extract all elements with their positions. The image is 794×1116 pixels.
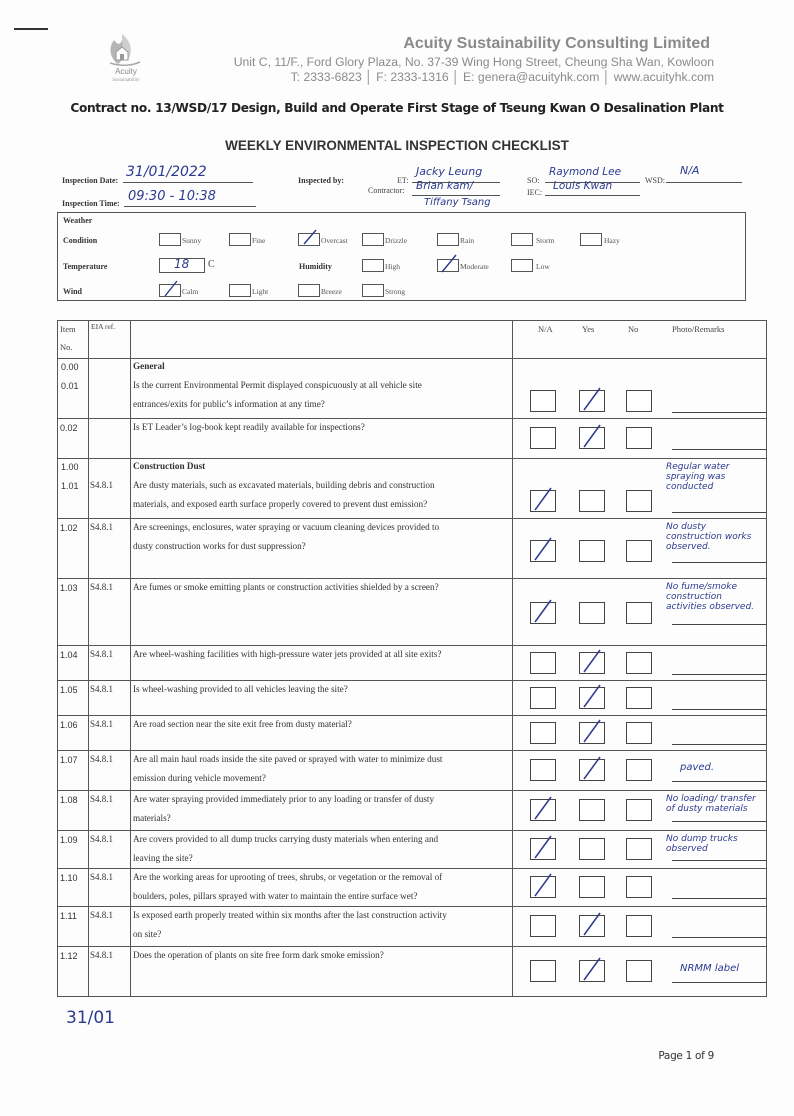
et-label: ET: (397, 176, 409, 185)
check-mark-icon (440, 254, 458, 274)
remarks-line[interactable] (672, 937, 766, 938)
question-text-continued: materials, and exposed earth surface properly covered to prevent dust emission? (133, 499, 428, 509)
temperature-value: 18 (174, 257, 190, 271)
iec-field[interactable] (545, 181, 640, 196)
remarks-line[interactable] (672, 562, 766, 563)
condition-drizzle-checkbox[interactable] (362, 233, 384, 246)
check-mark-icon (580, 422, 604, 448)
yes-checkbox[interactable] (579, 652, 605, 674)
table-column-divider (512, 320, 513, 997)
yes-checkbox[interactable] (579, 602, 605, 624)
check-mark-icon (531, 597, 555, 623)
item-number: 1.02 (60, 523, 78, 533)
wind-breeze-label: Breeze (321, 287, 342, 296)
inspection-date-label: Inspection Date: (62, 176, 119, 185)
check-mark-icon (580, 682, 604, 708)
item-number: 1.01 (61, 481, 79, 491)
check-mark-icon (531, 485, 555, 511)
condition-rain-label: Rain (460, 236, 475, 245)
humidity-high-label: High (385, 262, 400, 271)
question-text-continued: boulders, poles, pillars sprayed with water to maintain the entire surface wet? (133, 891, 418, 901)
contractor-value-line1: Brian kam/ (416, 180, 474, 192)
table-row-divider (57, 458, 767, 459)
item-number: 1.10 (60, 873, 78, 883)
remark-handwritten: No dump trucks observed (666, 834, 738, 854)
temperature-label: Temperature (63, 262, 108, 271)
question-text: Are water spraying provided immediately prior to any loading or transfer of dusty (133, 794, 435, 804)
wsd-label: WSD: (645, 176, 665, 185)
wsd-value: N/A (680, 164, 700, 177)
condition-sunny-label: Sunny (182, 236, 202, 245)
condition-sunny-checkbox[interactable] (159, 233, 181, 246)
item-number: 1.05 (60, 685, 78, 695)
header-item-no: No. (60, 342, 73, 352)
yes-checkbox[interactable] (579, 759, 605, 781)
header-item: Item (60, 324, 76, 334)
yes-checkbox[interactable] (579, 876, 605, 898)
item-number: 0.01 (61, 381, 79, 391)
item-number: 1.11 (60, 911, 77, 921)
table-column-divider (130, 320, 131, 997)
humidity-low-label: Low (536, 262, 550, 271)
check-mark-icon (301, 228, 319, 246)
humidity-high-checkbox[interactable] (362, 259, 384, 272)
wind-light-checkbox[interactable] (229, 284, 251, 297)
na-checkbox[interactable] (530, 838, 556, 860)
remarks-line[interactable] (672, 449, 766, 450)
inspection-time-label: Inspection Time: (62, 199, 120, 208)
remarks-line[interactable] (672, 781, 766, 782)
condition-drizzle-label: Drizzle (385, 236, 408, 245)
no-checkbox[interactable] (626, 687, 652, 709)
form-title: WEEKLY ENVIRONMENTAL INSPECTION CHECKLIST (225, 138, 569, 153)
condition-overcast-checkbox[interactable] (298, 233, 320, 246)
wind-strong-checkbox[interactable] (362, 284, 384, 297)
question-text-continued: leaving the site? (133, 853, 193, 863)
table-row-divider (57, 358, 767, 359)
inspected-by-label: Inspected by: (298, 176, 345, 185)
item-number: 1.08 (60, 795, 78, 805)
item-number: 0.02 (60, 423, 78, 433)
no-checkbox[interactable] (626, 652, 652, 674)
eia-reference: S4.8.1 (90, 910, 114, 920)
yes-checkbox[interactable] (579, 687, 605, 709)
condition-fine-checkbox[interactable] (229, 233, 251, 246)
section-title: General (133, 361, 165, 371)
question-text-continued: on site? (133, 929, 162, 939)
yes-checkbox[interactable] (579, 540, 605, 562)
wind-calm-label: Calm (182, 287, 199, 296)
temperature-field[interactable] (159, 258, 205, 273)
iec-label: IEC: (527, 188, 543, 197)
iec-value: Louis Kwan (553, 180, 613, 192)
item-number: 1.07 (60, 755, 78, 765)
no-checkbox[interactable] (626, 540, 652, 562)
section-number: 0.00 (61, 362, 79, 372)
no-checkbox[interactable] (626, 390, 652, 412)
header-yes: Yes (582, 324, 595, 334)
yes-checkbox[interactable] (579, 427, 605, 449)
remarks-line[interactable] (672, 624, 766, 625)
na-checkbox[interactable] (530, 427, 556, 449)
wind-label: Wind (63, 287, 82, 296)
humidity-moderate-checkbox[interactable] (437, 259, 459, 272)
inspection-time-value: 09:30 - 10:38 (128, 189, 216, 204)
no-checkbox[interactable] (626, 915, 652, 937)
na-checkbox[interactable] (530, 602, 556, 624)
eia-reference: S4.8.1 (90, 522, 114, 532)
question-text: Are road section near the site exit free from dusty material? (133, 719, 352, 729)
remarks-line[interactable] (672, 860, 766, 861)
logo-subtext: Sustainability (112, 78, 140, 83)
eia-reference: S4.8.1 (90, 719, 114, 729)
remark-handwritten: No loading/ transfer of dusty materials (666, 794, 756, 814)
check-mark-icon (163, 280, 181, 298)
condition-rain-checkbox[interactable] (437, 233, 459, 246)
remark-handwritten: No fume/smoke construction activities observed. (666, 582, 755, 612)
question-text: Are screenings, enclosures, water spraying or vacuum cleaning devices provided to (133, 522, 440, 532)
no-checkbox[interactable] (626, 602, 652, 624)
inspection-date-value: 31/01/2022 (126, 164, 207, 180)
contractor-value-line2: Tiffany Tsang (424, 197, 491, 208)
na-checkbox[interactable] (530, 722, 556, 744)
remarks-line[interactable] (672, 898, 766, 899)
no-checkbox[interactable] (626, 759, 652, 781)
contract-title: Contract no. 13/WSD/17 Design, Build and Operate First Stage of Tseung Kwan O Desalination Plant (70, 101, 724, 115)
eia-reference: S4.8.1 (90, 480, 114, 490)
remark-handwritten: paved. (680, 762, 715, 773)
remarks-line[interactable] (672, 744, 766, 745)
header-no: No (628, 324, 639, 334)
no-checkbox[interactable] (626, 960, 652, 982)
eia-reference: S4.8.1 (90, 649, 114, 659)
section-title: Construction Dust (133, 461, 206, 471)
condition-storm-checkbox[interactable] (511, 233, 533, 246)
question-text-continued: entrances/exits for public’s information at any time? (133, 399, 325, 409)
header-na: N/A (538, 324, 553, 334)
contractor-field[interactable] (412, 181, 500, 196)
inspection-time-field[interactable] (124, 189, 256, 207)
na-checkbox[interactable] (530, 490, 556, 512)
no-checkbox[interactable] (626, 427, 652, 449)
check-mark-icon (580, 910, 604, 936)
question-text: Are dusty materials, such as excavated materials, building debris and construction (133, 480, 435, 490)
no-checkbox[interactable] (626, 722, 652, 744)
check-mark-icon (580, 647, 604, 673)
check-mark-icon (580, 955, 604, 981)
eia-reference: S4.8.1 (90, 950, 114, 960)
eia-reference: S4.8.1 (90, 684, 114, 694)
handwritten-date-note: 31/01 (66, 1008, 115, 1028)
yes-checkbox[interactable] (579, 490, 605, 512)
item-number: 1.06 (60, 720, 78, 730)
na-checkbox[interactable] (530, 390, 556, 412)
question-text: Are all main haul roads inside the site paved or sprayed with water to minimize dust (133, 754, 443, 764)
section-number: 1.00 (61, 462, 79, 472)
check-mark-icon (531, 871, 555, 897)
logo-text: Acuity (115, 67, 137, 76)
eia-reference: S4.8.1 (90, 834, 114, 844)
question-text: Does the operation of plants on site free form dark smoke emission? (133, 950, 384, 960)
na-checkbox[interactable] (530, 876, 556, 898)
weather-label: Weather (63, 216, 93, 225)
yes-checkbox[interactable] (579, 390, 605, 412)
yes-checkbox[interactable] (579, 799, 605, 821)
question-text: Are wheel-washing facilities with high-pressure water jets provided at all site exits? (133, 649, 442, 659)
na-checkbox[interactable] (530, 687, 556, 709)
condition-hazy-checkbox[interactable] (580, 233, 602, 246)
humidity-moderate-label: Moderate (460, 262, 489, 271)
yes-checkbox[interactable] (579, 838, 605, 860)
remarks-line[interactable] (672, 674, 766, 675)
question-text: Are covers provided to all dump trucks carrying dusty materials when entering and (133, 834, 439, 844)
yes-checkbox[interactable] (579, 722, 605, 744)
na-checkbox[interactable] (530, 915, 556, 937)
condition-label: Condition (63, 236, 98, 245)
remark-handwritten: No dusty construction works observed. (666, 522, 752, 552)
wsd-field[interactable] (666, 164, 742, 183)
company-name: Acuity Sustainability Consulting Limited (403, 35, 710, 52)
so-value: Raymond Lee (549, 166, 622, 178)
question-text: Are fumes or smoke emitting plants or construction activities shielded by a screen? (133, 582, 439, 592)
na-checkbox[interactable] (530, 960, 556, 982)
contractor-label: Contractor: (368, 186, 405, 195)
na-checkbox[interactable] (530, 759, 556, 781)
header-photo-remarks: Photo/Remarks (672, 324, 725, 334)
item-number: 1.09 (60, 835, 78, 845)
na-checkbox[interactable] (530, 652, 556, 674)
et-value: Jacky Leung (416, 165, 483, 178)
header-eia-ref: EIA ref. (91, 322, 116, 331)
check-mark-icon (531, 794, 555, 820)
eia-reference: S4.8.1 (90, 794, 114, 804)
remarks-line[interactable] (672, 709, 766, 710)
so-label: SO: (527, 176, 540, 185)
check-mark-icon (580, 717, 604, 743)
remark-handwritten: NRMM label (680, 963, 740, 974)
wind-light-label: Light (252, 287, 269, 296)
item-number: 1.04 (60, 650, 78, 660)
remark-handwritten: Regular water spraying was conducted (666, 462, 730, 492)
eia-reference: S4.8.1 (90, 754, 114, 764)
question-text: Is ET Leader’s log-book kept readily available for inspections? (133, 422, 365, 432)
company-contact: T: 2333-6823 │ F: 2333-1316 │ E: genera@acuityhk.com │ www.acuityhk.com (290, 70, 714, 84)
item-number: 1.03 (60, 583, 78, 593)
na-checkbox[interactable] (530, 799, 556, 821)
question-text-continued: dusty construction works for dust suppression? (133, 541, 306, 551)
eia-reference: S4.8.1 (90, 582, 114, 592)
question-text: Is exposed earth properly treated within six months after the last construction activity (133, 910, 447, 920)
wind-strong-label: Strong (385, 287, 406, 296)
question-text: Is wheel-washing provided to all vehicles leaving the site? (133, 684, 348, 694)
question-text-continued: materials? (133, 813, 171, 823)
company-address: Unit C, 11/F., Ford Glory Plaza, No. 37-39 Wing Hong Street, Cheung Sha Wan, Kowloon (233, 55, 714, 69)
check-mark-icon (531, 833, 555, 859)
condition-fine-label: Fine (252, 236, 266, 245)
remarks-line[interactable] (672, 512, 766, 513)
remarks-line[interactable] (672, 982, 766, 983)
scan-mark (14, 28, 48, 30)
question-text: Are the working areas for uprooting of trees, shrubs, or vegetation or the removal of (133, 872, 443, 882)
question-text: Is the current Environmental Permit displayed conspicuously at all vehicle site (133, 380, 422, 390)
question-text-continued: emission during vehicle movement? (133, 773, 266, 783)
wind-calm-checkbox[interactable] (159, 284, 181, 297)
no-checkbox[interactable] (626, 876, 652, 898)
yes-checkbox[interactable] (579, 915, 605, 937)
page-number: Page 1 of 9 (658, 1050, 714, 1062)
humidity-low-checkbox[interactable] (511, 259, 533, 272)
yes-checkbox[interactable] (579, 960, 605, 982)
humidity-label: Humidity (299, 262, 332, 271)
inspection-date-field[interactable] (123, 164, 253, 183)
check-mark-icon (531, 535, 555, 561)
condition-storm-label: Storm (536, 236, 555, 245)
condition-overcast-label: Overcast (321, 236, 348, 245)
check-mark-icon (580, 385, 604, 411)
na-checkbox[interactable] (530, 540, 556, 562)
temperature-unit: C (208, 259, 215, 270)
condition-hazy-label: Hazy (604, 236, 620, 245)
remarks-line[interactable] (672, 412, 766, 413)
no-checkbox[interactable] (626, 490, 652, 512)
table-column-divider (88, 320, 89, 997)
no-checkbox[interactable] (626, 838, 652, 860)
remarks-line[interactable] (672, 821, 766, 822)
wind-breeze-checkbox[interactable] (298, 284, 320, 297)
check-mark-icon (580, 754, 604, 780)
no-checkbox[interactable] (626, 799, 652, 821)
eia-reference: S4.8.1 (90, 872, 114, 882)
item-number: 1.12 (60, 951, 78, 961)
